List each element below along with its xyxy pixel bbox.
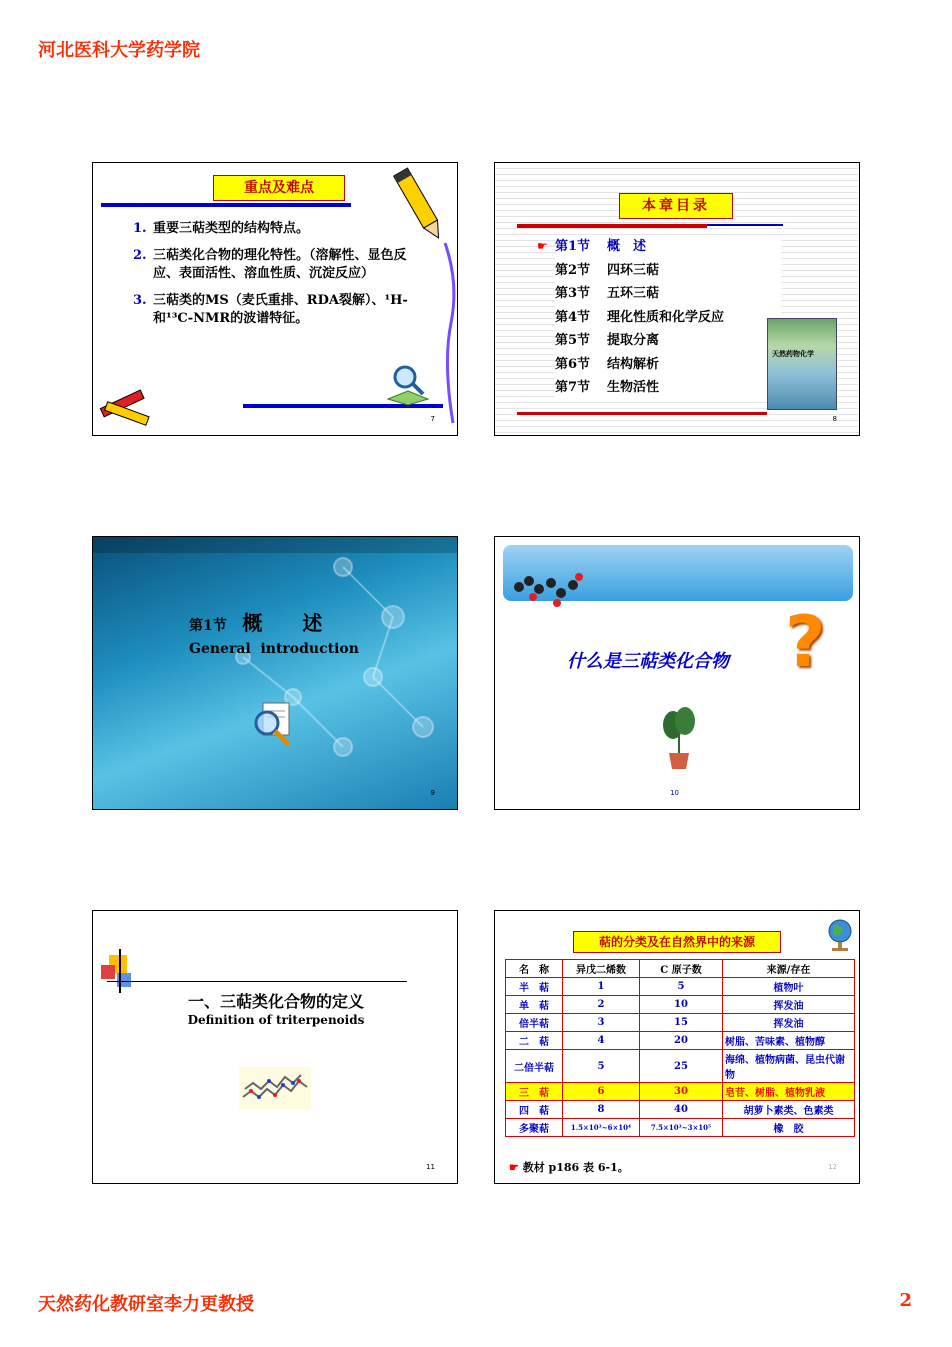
toc-item: 第5节 提取分离 (555, 333, 660, 348)
toc-item: 第7节 生物活性 (555, 380, 660, 395)
definition-title: 一、三萜类化合物的定义 (187, 992, 364, 1011)
terpene-classification-table (505, 959, 855, 1137)
triterpenoid-molecule-image (239, 1067, 311, 1109)
list-item: 2. 三萜类化合物的理化特性。（溶解性、显色反应、表面活性、溶血性质、沉淀反应） (133, 248, 407, 281)
magnifier-document-icon (249, 699, 297, 749)
page-number: 2 (899, 1290, 912, 1311)
toc-item: 第1节 概 述 (555, 239, 647, 254)
title-underline (101, 203, 351, 207)
slide-number: 12 (828, 1163, 837, 1171)
slide-number: 7 (430, 415, 435, 423)
table-row: 半 萜 1 5 植物叶 (506, 978, 855, 996)
slide8-title: 本章目录 (619, 193, 733, 219)
slide-number: 10 (670, 789, 679, 797)
table-row: 单 萜 2 10 挥发油 (506, 996, 855, 1014)
title-horizontal-line (107, 981, 407, 982)
bottom-red-bar (517, 412, 767, 415)
title-blue-bar (707, 224, 783, 226)
pointer-hand-icon: ☛ (509, 1161, 519, 1174)
table-row: 倍半萜 3 15 挥发油 (506, 1014, 855, 1032)
slide-7 (92, 162, 458, 436)
slide-12 (494, 910, 860, 1184)
slide12-title: 萜的分类及在自然界中的来源 (573, 931, 781, 953)
title-red-bar (517, 224, 707, 228)
slide-number: 11 (426, 1163, 435, 1171)
toc-item: 第2节 四环三萜 (555, 262, 660, 278)
potted-plant-icon (659, 703, 699, 773)
footer-author: 天然药化教研室李力更教授 (38, 1294, 254, 1315)
question-mark-icon: ? (785, 601, 826, 683)
globe-icon (825, 917, 855, 953)
section-subtitle: General introduction (189, 641, 359, 657)
table-row: 四 萜 8 40 胡萝卜素类、色素类 (506, 1101, 855, 1119)
table-header: 名 称 异戊二烯数 C 原子数 来源/存在 (506, 960, 855, 978)
slide-11 (92, 910, 458, 1184)
slide7-title: 重点及难点 (213, 175, 345, 201)
table-row: 二倍半萜 5 25 海绵、植物病菌、昆虫代谢物 (506, 1050, 855, 1083)
definition-subtitle: Definition of triterpenoids (187, 1013, 365, 1027)
textbook-cover-image: 天然药物化学 (767, 318, 837, 410)
molecule-background (93, 537, 458, 810)
pointer-hand-icon: ☛ (537, 239, 548, 253)
slide-9 (92, 536, 458, 810)
molecule-model-icon (509, 567, 589, 615)
table-row: 二 萜 4 20 树脂、苦味素、植物醇 (506, 1032, 855, 1050)
table-row-highlighted: 三 萜 6 30 皂苷、树脂、植物乳液 (506, 1083, 855, 1101)
list-item: 1. 重要三萜类型的结构特点。 (133, 221, 310, 236)
slide-number: 8 (832, 415, 837, 423)
section-heading: 第1节 概 述 (189, 611, 323, 635)
magnifier-icon (383, 361, 433, 406)
crayons-icon (95, 385, 165, 431)
chapter-toc (555, 235, 781, 400)
slide-number: 9 (430, 789, 435, 797)
corner-accent-red (101, 965, 115, 979)
toc-item: 第6节 结构解析 (555, 356, 660, 372)
question-text: 什么是三萜类化合物 (567, 651, 729, 672)
title-vertical-line (119, 949, 121, 993)
toc-item: 第3节 五环三萜 (555, 286, 660, 301)
toc-item: 第4节 理化性质和化学反应 (555, 309, 725, 325)
header-institution: 河北医科大学药学院 (38, 40, 200, 61)
slide-10 (494, 536, 860, 810)
textbook-note: ☛ 教材 p186 表 6-1。 (509, 1161, 629, 1174)
list-item: 3. 三萜类的MS（麦氏重排、RDA裂解）、¹H-和¹³C-NMR的波谱特征。 (133, 293, 408, 326)
table-row: 多聚萜 1.5×10³~6×10⁴ 7.5×10³~3×10⁵ 橡 胶 (506, 1119, 855, 1137)
slide-8 (494, 162, 860, 436)
key-points-list (133, 220, 413, 337)
